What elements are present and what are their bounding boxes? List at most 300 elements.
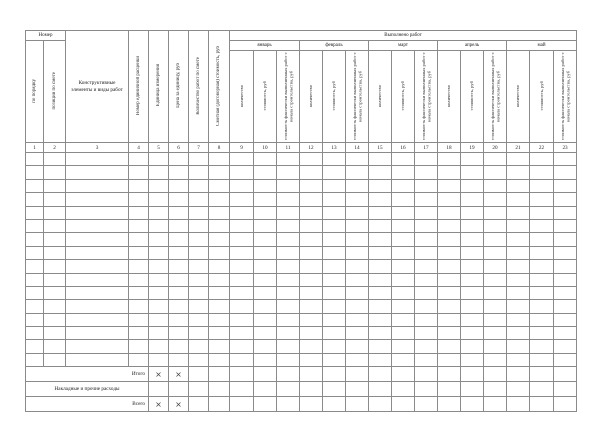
table-cell[interactable] bbox=[484, 340, 507, 353]
table-cell[interactable] bbox=[346, 153, 369, 166]
table-cell[interactable] bbox=[129, 353, 149, 366]
table-cell[interactable] bbox=[129, 153, 149, 166]
table-cell[interactable] bbox=[209, 246, 230, 259]
table-cell[interactable] bbox=[169, 153, 189, 166]
table-cell[interactable] bbox=[149, 219, 169, 232]
table-cell[interactable] bbox=[230, 300, 254, 313]
table-cell[interactable] bbox=[415, 327, 438, 340]
empty-cell[interactable] bbox=[369, 397, 392, 412]
empty-cell[interactable] bbox=[484, 397, 507, 412]
table-cell[interactable] bbox=[189, 179, 209, 192]
table-cell[interactable] bbox=[554, 153, 577, 166]
table-cell[interactable] bbox=[254, 300, 277, 313]
table-cell[interactable] bbox=[209, 233, 230, 246]
table-cell[interactable] bbox=[554, 300, 577, 313]
table-cell[interactable] bbox=[530, 219, 554, 232]
table-cell[interactable] bbox=[230, 327, 254, 340]
table-cell[interactable] bbox=[44, 300, 66, 313]
table-cell[interactable] bbox=[392, 353, 415, 366]
table-cell[interactable] bbox=[415, 179, 438, 192]
table-cell[interactable] bbox=[66, 286, 129, 299]
table-cell[interactable] bbox=[438, 286, 461, 299]
table-cell[interactable] bbox=[300, 179, 323, 192]
table-cell[interactable] bbox=[438, 233, 461, 246]
table-cell[interactable] bbox=[415, 193, 438, 206]
table-cell[interactable] bbox=[369, 273, 392, 286]
table-cell[interactable] bbox=[189, 219, 209, 232]
table-cell[interactable] bbox=[149, 260, 169, 273]
table-cell[interactable] bbox=[461, 246, 484, 259]
table-cell[interactable] bbox=[209, 286, 230, 299]
table-cell[interactable] bbox=[554, 340, 577, 353]
table-cell[interactable] bbox=[277, 300, 300, 313]
table-cell[interactable] bbox=[369, 300, 392, 313]
table-cell[interactable] bbox=[169, 286, 189, 299]
table-cell[interactable] bbox=[438, 219, 461, 232]
table-cell[interactable] bbox=[346, 260, 369, 273]
empty-cell[interactable] bbox=[209, 367, 230, 382]
empty-cell[interactable] bbox=[230, 367, 254, 382]
table-cell[interactable] bbox=[149, 206, 169, 219]
table-cell[interactable] bbox=[507, 273, 530, 286]
table-cell[interactable] bbox=[461, 166, 484, 179]
table-cell[interactable] bbox=[461, 327, 484, 340]
table-cell[interactable] bbox=[26, 153, 44, 166]
table-cell[interactable] bbox=[484, 286, 507, 299]
table-cell[interactable] bbox=[44, 260, 66, 273]
table-cell[interactable] bbox=[484, 260, 507, 273]
table-cell[interactable] bbox=[438, 206, 461, 219]
table-cell[interactable] bbox=[189, 193, 209, 206]
table-cell[interactable] bbox=[554, 246, 577, 259]
table-cell[interactable] bbox=[484, 179, 507, 192]
table-cell[interactable] bbox=[44, 273, 66, 286]
table-cell[interactable] bbox=[230, 166, 254, 179]
table-cell[interactable] bbox=[438, 273, 461, 286]
table-cell[interactable] bbox=[189, 153, 209, 166]
table-cell[interactable] bbox=[438, 340, 461, 353]
table-cell[interactable] bbox=[66, 166, 129, 179]
table-cell[interactable] bbox=[415, 340, 438, 353]
table-cell[interactable] bbox=[530, 313, 554, 326]
table-cell[interactable] bbox=[300, 340, 323, 353]
empty-cell[interactable] bbox=[300, 397, 323, 412]
table-cell[interactable] bbox=[530, 153, 554, 166]
table-cell[interactable] bbox=[254, 353, 277, 366]
table-cell[interactable] bbox=[438, 193, 461, 206]
table-cell[interactable] bbox=[189, 260, 209, 273]
table-cell[interactable] bbox=[369, 340, 392, 353]
table-cell[interactable] bbox=[189, 246, 209, 259]
table-cell[interactable] bbox=[346, 246, 369, 259]
table-cell[interactable] bbox=[254, 260, 277, 273]
empty-cell[interactable] bbox=[300, 382, 323, 397]
table-cell[interactable] bbox=[369, 153, 392, 166]
table-cell[interactable] bbox=[254, 166, 277, 179]
empty-cell[interactable] bbox=[230, 397, 254, 412]
table-cell[interactable] bbox=[254, 193, 277, 206]
table-cell[interactable] bbox=[254, 273, 277, 286]
table-cell[interactable] bbox=[26, 179, 44, 192]
table-cell[interactable] bbox=[66, 233, 129, 246]
table-cell[interactable] bbox=[209, 179, 230, 192]
table-cell[interactable] bbox=[392, 327, 415, 340]
table-cell[interactable] bbox=[26, 233, 44, 246]
table-cell[interactable] bbox=[554, 166, 577, 179]
table-cell[interactable] bbox=[484, 153, 507, 166]
table-cell[interactable] bbox=[189, 300, 209, 313]
table-cell[interactable] bbox=[392, 313, 415, 326]
empty-cell[interactable] bbox=[392, 367, 415, 382]
table-cell[interactable] bbox=[44, 166, 66, 179]
table-cell[interactable] bbox=[66, 353, 129, 366]
empty-cell[interactable] bbox=[507, 382, 530, 397]
table-cell[interactable] bbox=[530, 166, 554, 179]
table-cell[interactable] bbox=[254, 233, 277, 246]
table-cell[interactable] bbox=[230, 353, 254, 366]
table-cell[interactable] bbox=[66, 260, 129, 273]
empty-cell[interactable] bbox=[438, 397, 461, 412]
table-cell[interactable] bbox=[438, 313, 461, 326]
table-cell[interactable] bbox=[507, 219, 530, 232]
table-cell[interactable] bbox=[392, 219, 415, 232]
empty-cell[interactable] bbox=[554, 397, 577, 412]
table-cell[interactable] bbox=[277, 153, 300, 166]
table-cell[interactable] bbox=[461, 219, 484, 232]
table-cell[interactable] bbox=[149, 233, 169, 246]
table-cell[interactable] bbox=[507, 313, 530, 326]
empty-cell[interactable] bbox=[415, 382, 438, 397]
table-cell[interactable] bbox=[149, 179, 169, 192]
table-cell[interactable] bbox=[44, 219, 66, 232]
table-cell[interactable] bbox=[44, 327, 66, 340]
table-cell[interactable] bbox=[44, 179, 66, 192]
table-cell[interactable] bbox=[484, 193, 507, 206]
table-cell[interactable] bbox=[415, 153, 438, 166]
table-cell[interactable] bbox=[149, 246, 169, 259]
table-cell[interactable] bbox=[129, 166, 149, 179]
table-cell[interactable] bbox=[438, 179, 461, 192]
table-cell[interactable] bbox=[415, 353, 438, 366]
table-cell[interactable] bbox=[277, 179, 300, 192]
table-cell[interactable] bbox=[484, 206, 507, 219]
table-cell[interactable] bbox=[554, 219, 577, 232]
table-cell[interactable] bbox=[189, 327, 209, 340]
table-cell[interactable] bbox=[323, 246, 346, 259]
table-cell[interactable] bbox=[507, 246, 530, 259]
table-cell[interactable] bbox=[461, 313, 484, 326]
table-cell[interactable] bbox=[554, 273, 577, 286]
table-cell[interactable] bbox=[300, 353, 323, 366]
table-cell[interactable] bbox=[230, 313, 254, 326]
table-cell[interactable] bbox=[507, 286, 530, 299]
table-cell[interactable] bbox=[300, 260, 323, 273]
table-cell[interactable] bbox=[415, 260, 438, 273]
table-cell[interactable] bbox=[300, 327, 323, 340]
table-cell[interactable] bbox=[392, 233, 415, 246]
table-cell[interactable] bbox=[530, 327, 554, 340]
table-cell[interactable] bbox=[129, 193, 149, 206]
table-cell[interactable] bbox=[149, 340, 169, 353]
table-cell[interactable] bbox=[300, 219, 323, 232]
table-cell[interactable] bbox=[149, 353, 169, 366]
table-cell[interactable] bbox=[169, 219, 189, 232]
empty-cell[interactable] bbox=[209, 382, 230, 397]
table-cell[interactable] bbox=[369, 206, 392, 219]
table-cell[interactable] bbox=[254, 340, 277, 353]
empty-cell[interactable] bbox=[415, 397, 438, 412]
table-cell[interactable] bbox=[369, 233, 392, 246]
empty-cell[interactable] bbox=[169, 382, 189, 397]
table-cell[interactable] bbox=[66, 313, 129, 326]
empty-cell[interactable] bbox=[323, 382, 346, 397]
table-cell[interactable] bbox=[66, 219, 129, 232]
empty-cell[interactable] bbox=[189, 367, 209, 382]
table-cell[interactable] bbox=[169, 353, 189, 366]
table-cell[interactable] bbox=[300, 233, 323, 246]
table-cell[interactable] bbox=[66, 327, 129, 340]
table-cell[interactable] bbox=[277, 273, 300, 286]
table-cell[interactable] bbox=[209, 219, 230, 232]
table-cell[interactable] bbox=[346, 313, 369, 326]
table-cell[interactable] bbox=[169, 340, 189, 353]
table-cell[interactable] bbox=[461, 353, 484, 366]
table-cell[interactable] bbox=[149, 273, 169, 286]
table-cell[interactable] bbox=[530, 193, 554, 206]
table-cell[interactable] bbox=[392, 246, 415, 259]
table-cell[interactable] bbox=[461, 233, 484, 246]
table-cell[interactable] bbox=[129, 300, 149, 313]
table-cell[interactable] bbox=[129, 260, 149, 273]
table-cell[interactable] bbox=[530, 286, 554, 299]
table-cell[interactable] bbox=[44, 233, 66, 246]
empty-cell[interactable] bbox=[300, 367, 323, 382]
table-cell[interactable] bbox=[44, 206, 66, 219]
table-cell[interactable] bbox=[369, 179, 392, 192]
table-cell[interactable] bbox=[254, 246, 277, 259]
table-cell[interactable] bbox=[230, 273, 254, 286]
table-cell[interactable] bbox=[169, 300, 189, 313]
table-cell[interactable] bbox=[209, 340, 230, 353]
table-cell[interactable] bbox=[300, 193, 323, 206]
table-cell[interactable] bbox=[26, 300, 44, 313]
empty-cell[interactable] bbox=[461, 367, 484, 382]
table-cell[interactable] bbox=[369, 286, 392, 299]
table-cell[interactable] bbox=[461, 260, 484, 273]
table-cell[interactable] bbox=[44, 313, 66, 326]
table-cell[interactable] bbox=[369, 246, 392, 259]
table-cell[interactable] bbox=[507, 260, 530, 273]
table-cell[interactable] bbox=[149, 327, 169, 340]
table-cell[interactable] bbox=[323, 313, 346, 326]
table-cell[interactable] bbox=[277, 166, 300, 179]
table-cell[interactable] bbox=[149, 166, 169, 179]
table-cell[interactable] bbox=[230, 153, 254, 166]
table-cell[interactable] bbox=[44, 153, 66, 166]
empty-cell[interactable] bbox=[323, 397, 346, 412]
table-cell[interactable] bbox=[346, 300, 369, 313]
empty-cell[interactable] bbox=[323, 367, 346, 382]
table-cell[interactable] bbox=[369, 166, 392, 179]
empty-cell[interactable] bbox=[507, 367, 530, 382]
table-cell[interactable] bbox=[169, 313, 189, 326]
empty-cell[interactable] bbox=[254, 382, 277, 397]
empty-cell[interactable] bbox=[530, 382, 554, 397]
table-cell[interactable] bbox=[66, 273, 129, 286]
table-cell[interactable] bbox=[346, 193, 369, 206]
table-cell[interactable] bbox=[484, 246, 507, 259]
table-cell[interactable] bbox=[230, 340, 254, 353]
table-cell[interactable] bbox=[300, 153, 323, 166]
table-cell[interactable] bbox=[415, 233, 438, 246]
table-cell[interactable] bbox=[392, 286, 415, 299]
table-cell[interactable] bbox=[169, 260, 189, 273]
table-cell[interactable] bbox=[323, 273, 346, 286]
empty-cell[interactable] bbox=[530, 367, 554, 382]
table-cell[interactable] bbox=[346, 327, 369, 340]
table-cell[interactable] bbox=[209, 353, 230, 366]
empty-cell[interactable] bbox=[209, 397, 230, 412]
table-cell[interactable] bbox=[530, 260, 554, 273]
table-cell[interactable] bbox=[438, 166, 461, 179]
table-cell[interactable] bbox=[66, 300, 129, 313]
table-cell[interactable] bbox=[209, 327, 230, 340]
empty-cell[interactable] bbox=[149, 382, 169, 397]
table-cell[interactable] bbox=[169, 246, 189, 259]
table-cell[interactable] bbox=[369, 313, 392, 326]
table-cell[interactable] bbox=[484, 353, 507, 366]
table-cell[interactable] bbox=[26, 286, 44, 299]
table-cell[interactable] bbox=[66, 179, 129, 192]
table-cell[interactable] bbox=[149, 153, 169, 166]
table-cell[interactable] bbox=[254, 179, 277, 192]
table-cell[interactable] bbox=[415, 219, 438, 232]
table-cell[interactable] bbox=[189, 206, 209, 219]
table-cell[interactable] bbox=[66, 153, 129, 166]
table-cell[interactable] bbox=[438, 353, 461, 366]
table-cell[interactable] bbox=[26, 219, 44, 232]
table-cell[interactable] bbox=[26, 260, 44, 273]
table-cell[interactable] bbox=[129, 327, 149, 340]
table-cell[interactable] bbox=[530, 273, 554, 286]
table-cell[interactable] bbox=[415, 313, 438, 326]
empty-cell[interactable] bbox=[277, 367, 300, 382]
table-cell[interactable] bbox=[169, 179, 189, 192]
table-cell[interactable] bbox=[230, 233, 254, 246]
table-cell[interactable] bbox=[392, 273, 415, 286]
table-cell[interactable] bbox=[300, 166, 323, 179]
table-cell[interactable] bbox=[169, 193, 189, 206]
table-cell[interactable] bbox=[507, 300, 530, 313]
table-cell[interactable] bbox=[484, 327, 507, 340]
empty-cell[interactable] bbox=[484, 382, 507, 397]
table-cell[interactable] bbox=[484, 233, 507, 246]
table-cell[interactable] bbox=[300, 206, 323, 219]
table-cell[interactable] bbox=[392, 340, 415, 353]
table-cell[interactable] bbox=[189, 340, 209, 353]
table-cell[interactable] bbox=[346, 219, 369, 232]
table-cell[interactable] bbox=[323, 179, 346, 192]
table-cell[interactable] bbox=[438, 300, 461, 313]
empty-cell[interactable] bbox=[554, 367, 577, 382]
table-cell[interactable] bbox=[189, 286, 209, 299]
table-cell[interactable] bbox=[209, 193, 230, 206]
table-cell[interactable] bbox=[323, 353, 346, 366]
table-cell[interactable] bbox=[554, 313, 577, 326]
table-cell[interactable] bbox=[369, 219, 392, 232]
table-cell[interactable] bbox=[530, 206, 554, 219]
table-cell[interactable] bbox=[392, 179, 415, 192]
empty-cell[interactable] bbox=[484, 367, 507, 382]
table-cell[interactable] bbox=[300, 246, 323, 259]
table-cell[interactable] bbox=[300, 313, 323, 326]
table-cell[interactable] bbox=[169, 166, 189, 179]
table-cell[interactable] bbox=[129, 273, 149, 286]
table-cell[interactable] bbox=[189, 273, 209, 286]
table-cell[interactable] bbox=[209, 260, 230, 273]
table-cell[interactable] bbox=[323, 300, 346, 313]
table-cell[interactable] bbox=[461, 153, 484, 166]
table-cell[interactable] bbox=[554, 193, 577, 206]
table-cell[interactable] bbox=[530, 353, 554, 366]
table-cell[interactable] bbox=[484, 219, 507, 232]
table-cell[interactable] bbox=[530, 246, 554, 259]
table-cell[interactable] bbox=[129, 206, 149, 219]
empty-cell[interactable] bbox=[277, 382, 300, 397]
table-cell[interactable] bbox=[530, 300, 554, 313]
table-cell[interactable] bbox=[230, 219, 254, 232]
table-cell[interactable] bbox=[530, 233, 554, 246]
empty-cell[interactable] bbox=[461, 397, 484, 412]
table-cell[interactable] bbox=[461, 273, 484, 286]
table-cell[interactable] bbox=[369, 193, 392, 206]
table-cell[interactable] bbox=[26, 246, 44, 259]
table-cell[interactable] bbox=[369, 327, 392, 340]
table-cell[interactable] bbox=[323, 193, 346, 206]
table-cell[interactable] bbox=[507, 327, 530, 340]
table-cell[interactable] bbox=[323, 233, 346, 246]
empty-cell[interactable] bbox=[254, 367, 277, 382]
table-cell[interactable] bbox=[461, 286, 484, 299]
table-cell[interactable] bbox=[209, 166, 230, 179]
empty-cell[interactable] bbox=[530, 397, 554, 412]
table-cell[interactable] bbox=[277, 313, 300, 326]
table-cell[interactable] bbox=[44, 286, 66, 299]
table-cell[interactable] bbox=[66, 246, 129, 259]
table-cell[interactable] bbox=[277, 353, 300, 366]
table-cell[interactable] bbox=[438, 153, 461, 166]
table-cell[interactable] bbox=[26, 273, 44, 286]
table-cell[interactable] bbox=[392, 260, 415, 273]
table-cell[interactable] bbox=[554, 353, 577, 366]
table-cell[interactable] bbox=[323, 260, 346, 273]
table-cell[interactable] bbox=[149, 313, 169, 326]
table-cell[interactable] bbox=[438, 246, 461, 259]
table-cell[interactable] bbox=[438, 327, 461, 340]
table-cell[interactable] bbox=[209, 153, 230, 166]
table-cell[interactable] bbox=[254, 286, 277, 299]
table-cell[interactable] bbox=[300, 286, 323, 299]
table-cell[interactable] bbox=[300, 273, 323, 286]
table-cell[interactable] bbox=[209, 206, 230, 219]
empty-cell[interactable] bbox=[415, 367, 438, 382]
table-cell[interactable] bbox=[415, 166, 438, 179]
table-cell[interactable] bbox=[346, 273, 369, 286]
table-cell[interactable] bbox=[484, 166, 507, 179]
table-cell[interactable] bbox=[507, 153, 530, 166]
table-cell[interactable] bbox=[346, 340, 369, 353]
table-cell[interactable] bbox=[277, 233, 300, 246]
